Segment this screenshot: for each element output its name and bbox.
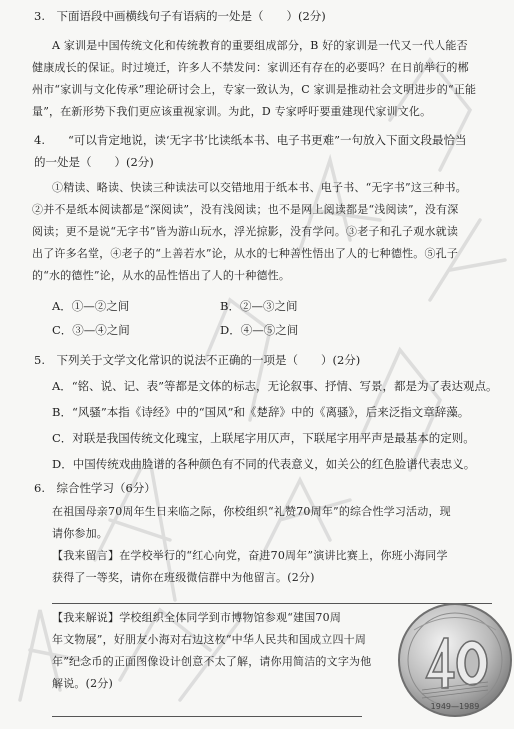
question-4-line-1: ①精读、略读、快读三种读法可以交错地用于纸本书、电子书、“无字书”这三种书。 [52, 181, 467, 194]
question-4-stem-1: 4. “可以肯定地说，读‘无字书’比读纸本书、电子书更难”一句放入下面文段最恰当 [34, 133, 467, 147]
question-6-intro-1: 在祖国母亲70周年生日来临之际，你校组织“礼赞70周年”的综合性学习活动，现 [52, 505, 451, 518]
commemorative-coin-image [396, 600, 514, 720]
question-4-option-c: C．③—④之间 [52, 323, 130, 337]
question-6-part2-2: 年文物展”，好朋友小海对右边这枚“中华人民共和国成立四十周 [52, 633, 367, 646]
question-5-stem: 5. 下列关于文学文化常识的说法不正确的一项是（ ）(2分) [34, 353, 361, 367]
answer-line-2[interactable] [52, 716, 362, 717]
question-6-part2-3: 年”纪念币的正面图像设计创意不太了解，请你用简洁的文字为他 [52, 655, 372, 668]
question-6-part2-4: 解说。(2分) [52, 677, 113, 690]
coin-years: 1949—1989 [430, 702, 480, 711]
question-3-line-3: 州市“家训与文化传承”理论研讨会上，专家一致认为，C 家训是推动社会文明进步的“正能 [32, 83, 477, 96]
question-4-line-2: ②并不是纸本阅读都是“深阅读”，没有浅阅读；也不是网上阅读都是“浅阅读”，没有深 [32, 203, 459, 216]
question-5-option-d: D．中国传统戏曲脸谱的各种颜色有不同的代表意义，如关公的红色脸谱代表忠义。 [52, 457, 476, 471]
question-4-line-3: 阅读；更不是说“无字书”皆为游山玩水，浮光掠影，没有学问。③老子和孔子观水就读 [32, 225, 459, 238]
question-5-option-c: C．对联是我国传统文化瑰宝，上联尾字用仄声，下联尾字用平声是最基本的定则。 [52, 431, 475, 445]
question-4-stem-2: 的一处是（ ）(2分) [34, 155, 154, 169]
question-6-part2-1: 【我来解说】学校组织全体同学到市博物馆参观“建国70周 [52, 611, 342, 624]
question-3-line-4: 量”，在新形势下我们更应该重视家训。为此，D 专家呼吁要重建现代家训文化。 [32, 105, 432, 118]
question-3-stem: 3. 下面语段中画横线句子有语病的一处是（ ）(2分) [34, 9, 326, 23]
question-6-part1-1: 【我来留言】在学校举行的“红心向党，奋进70周年”演讲比赛上，你班小海同学 [52, 549, 448, 562]
question-3-line-1: A 家训是中国传统文化和传统教育的重要组成部分，B 好的家训是一代又一代人能否 [52, 39, 468, 52]
question-4-line-4: 出了许多名堂，④老子的“上善若水”论，从水的七种善性悟出了人的七种德性。⑤孔子 [32, 247, 459, 260]
question-3-line-2: 健康成长的保证。时过境迁，许多人不禁发问：家训还有存在的必要吗？在日前举行的郴 [32, 61, 469, 74]
question-4-option-a: A．①—②之间 [52, 299, 130, 313]
question-5-option-a: A．“铭、说、记、表”等都是文体的标志，无论叙事、抒情、写景，都是为了表达观点。 [52, 379, 498, 393]
question-6-intro-2: 请你参加。 [52, 527, 108, 540]
question-4-option-b: B．②—③之间 [220, 299, 298, 313]
question-5-option-b: B．“风骚”本指《诗经》中的“国风”和《楚辞》中的《离骚》，后来泛指文章辞藻。 [52, 405, 470, 419]
question-6-stem: 6. 综合性学习（6分） [34, 481, 156, 495]
question-4-option-d: D．④—⑤之间 [220, 323, 299, 337]
question-4-line-5: 的“水的德性”论，从水的品性悟出了人的十种德性。 [32, 269, 291, 282]
question-6-part1-2: 获得了一等奖，请你在班级微信群中为他留言。(2分) [52, 571, 315, 584]
